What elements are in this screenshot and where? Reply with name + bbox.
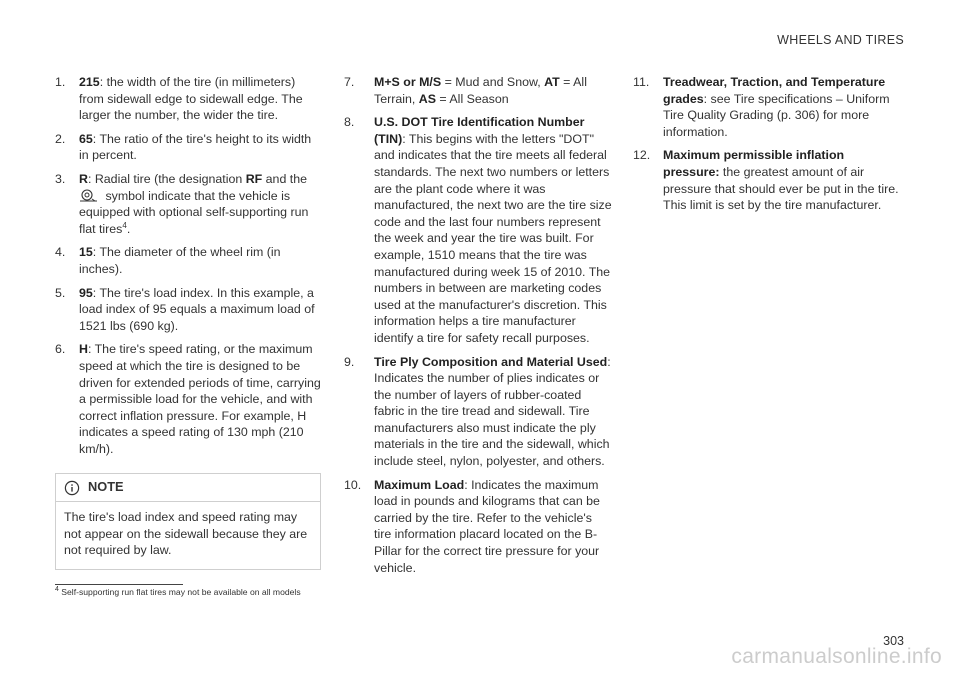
item-number: 4. xyxy=(55,245,66,260)
note-heading-text: NOTE xyxy=(88,479,124,495)
item-text: = All Terrain, xyxy=(374,75,587,106)
list-item xyxy=(55,171,323,237)
column-3 xyxy=(633,74,901,221)
item-number: 8. xyxy=(344,115,355,130)
item-term: M+S or M/S xyxy=(374,75,442,89)
list-item xyxy=(55,341,323,457)
footnote-mark: 4 xyxy=(55,586,59,594)
item-text: : This begins with the letters "DOT" and indicates that the tire meets all federal standards. The next two numbers or letters are the plant code where it was manufactured, the next two are the tire size code and the last four numbers represent the week and year the tire was built. For example, 1510 means that the tire was manufactured during week 15 of 2010. The numbers in between are marketing codes used at the manufacturer's discretion. This information helps a tire manufacturer identify a tire for safety recall purposes. xyxy=(374,131,612,345)
list-item xyxy=(633,74,901,140)
list-item xyxy=(55,285,323,335)
item-text: : see Tire specifications – Uniform Tire Quality Grading (p. 306) for more information. xyxy=(663,91,890,139)
footnote-divider xyxy=(55,584,183,585)
list-item xyxy=(344,114,612,346)
item-term: AS xyxy=(418,91,436,106)
run-flat-tire-icon xyxy=(79,189,99,203)
item-term: U.S. DOT Tire Identification Number (TIN) xyxy=(374,115,585,146)
item-text: and the xyxy=(262,171,308,186)
item-text: = Mud and Snow, xyxy=(441,75,545,89)
item-number: 11. xyxy=(633,75,650,89)
page-header-title: WHEELS AND TIRES xyxy=(777,33,904,47)
item-term: Maximum permissible inflation pressure: xyxy=(663,148,845,179)
item-number: 12. xyxy=(633,148,651,163)
item-number: 2. xyxy=(55,131,66,146)
item-term: AT xyxy=(544,75,560,89)
note-body: The tire's load index and speed rating may not appear on the sidewall because they are not required by law. xyxy=(64,510,308,558)
watermark: carmanualsonline.info xyxy=(731,645,942,668)
item-term: RF xyxy=(245,171,263,186)
item-term: Maximum Load xyxy=(374,477,465,492)
item-term: R xyxy=(79,171,88,186)
footnote-ref: 4 xyxy=(122,220,127,230)
item-term: 95 xyxy=(79,285,93,300)
footnote xyxy=(55,587,301,597)
list-item xyxy=(55,244,323,277)
page-number: 303 xyxy=(883,634,904,648)
item-text: : The diameter of the wheel rim (in inches). xyxy=(79,245,281,276)
list-item xyxy=(55,74,323,124)
item-number: 10. xyxy=(344,477,362,492)
note-box xyxy=(55,473,321,569)
item-number: 3. xyxy=(55,171,66,186)
item-number: 1. xyxy=(55,75,66,89)
list-item xyxy=(55,131,323,164)
item-term: 65 xyxy=(79,131,93,146)
note-heading xyxy=(56,474,320,502)
item-term: Treadwear, Traction, and Temperature grades xyxy=(663,75,886,106)
item-term: Tire Ply Composition and Material Used xyxy=(374,354,608,369)
item-text: : The ratio of the tire's height to its width in percent. xyxy=(79,131,312,163)
list-item xyxy=(344,477,612,577)
item-term: 15 xyxy=(79,245,93,260)
item-number: 9. xyxy=(344,354,355,369)
item-text: . xyxy=(126,221,131,236)
list-item xyxy=(633,147,901,213)
column-2 xyxy=(344,74,612,583)
item-term: H xyxy=(79,342,88,357)
item-text: the greatest amount of air pressure that should ever be put in the tire. This limit is set by the tire manufacturer. xyxy=(663,164,899,213)
item-text: symbol indicate that the vehicle is equipped with optional self-supporting run flat tires xyxy=(79,188,309,236)
item-text: : the width of the tire (in millimeters) from sidewall edge to sidewall edge. The larger the number, the wider the tire. xyxy=(79,75,303,123)
item-number: 7. xyxy=(344,75,355,89)
list-item xyxy=(344,354,612,470)
column-1 xyxy=(55,74,323,570)
item-term: 215 xyxy=(79,75,100,89)
item-number: 5. xyxy=(55,285,66,300)
item-number: 6. xyxy=(55,342,66,357)
item-text: : Indicates the number of plies indicates or the number of layers of rubber-coated fabric in the tire tread and sidewall. Tire manufacturers also must indicate the ply materials in the tire and the sidewall, which include steel, nylon, polyester, and others. xyxy=(374,354,611,469)
item-text: : The tire's load index. In this example, a load index of 95 equals a maximum load of 1521 lbs (690 kg). xyxy=(79,285,315,333)
item-text: : The tire's speed rating, or the maximum speed at which the tire is designed to be driven for extended periods of time, carrying a permissible load for the vehicle, and with correct inflation pressure. For example, H indicates a speed rating of 130 mph (210 km/h). xyxy=(79,342,321,456)
item-text: : Indicates the maximum load in pounds and kilograms that can be carried by the tire. Refer to the vehicle's tire information placard located on the B-Pillar for the correct tire pressure for your vehicle. xyxy=(374,477,600,575)
list-item xyxy=(344,74,612,107)
footnote-text: Self-supporting run flat tires may not be available on all models xyxy=(58,587,301,597)
item-text: : Radial tire (the designation xyxy=(87,171,246,186)
info-icon xyxy=(64,480,80,496)
item-text: = All Season xyxy=(435,91,509,106)
